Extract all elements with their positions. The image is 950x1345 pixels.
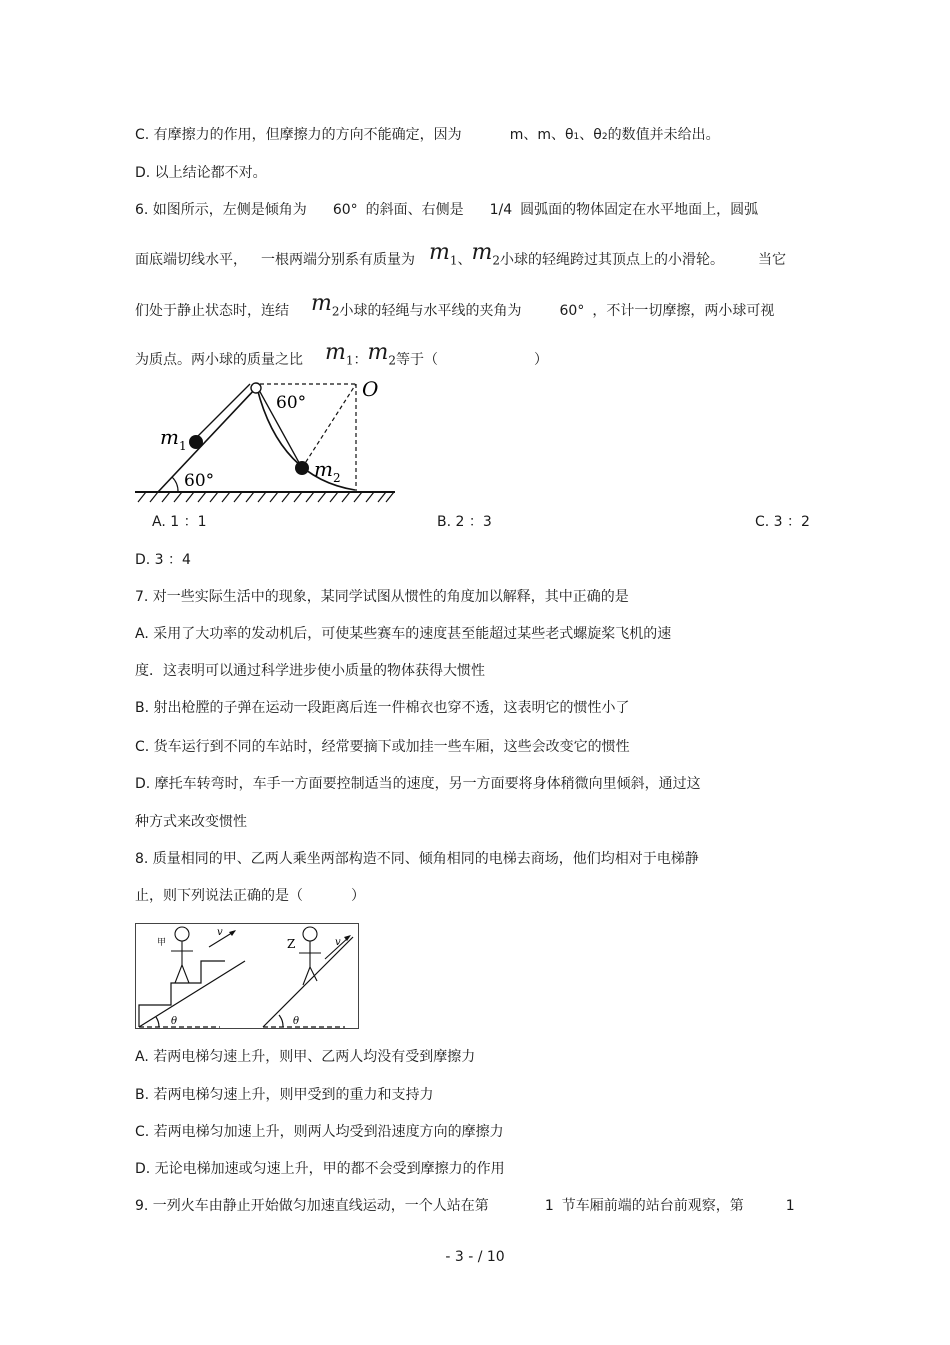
ball-m1	[189, 435, 203, 449]
label-o: O	[362, 378, 379, 401]
label-angle-bottom: 60°	[184, 471, 215, 491]
q8-option-c: C. 若两电梯匀加速上升，则两人均受到沿速度方向的摩擦力	[135, 1124, 504, 1140]
q6-stem-line3: 们处于静止状态时，连结 $m_2$小球的轻绳与水平线的夹角为 60° ，不计一切摩擦，两小球可视	[135, 291, 775, 319]
page-number: - 3 - / 10	[445, 1249, 505, 1265]
q9-stem: 9. 一列火车由静止开始做匀加速直线运动，一个人站在第 1 节车厢前端的站台前观察，第 1	[135, 1198, 795, 1214]
q6-stem-line2: 面底端切线水平， 一根两端分别系有质量为 $m_1$、$m_2$小球的轻绳跨过其顶点上的小滑轮。 当它	[135, 240, 787, 268]
q6-option-a: A. 1 ：1	[152, 514, 207, 530]
q5-option-c: C. 有摩擦力的作用，但摩擦力的方向不能确定，因为 m、m、θ1、θ2的数值并未给出。	[135, 127, 720, 143]
figure-frame	[136, 924, 359, 1029]
q8-stem-line1: 8. 质量相同的甲、乙两人乘坐两部构造不同、倾角相同的电梯去商场，他们均相对于电梯静	[135, 851, 699, 867]
fig8-label-jia: 甲	[157, 938, 167, 948]
q7-option-d-line1: D. 摩托车转弯时，车手一方面要控制适当的速度，另一方面要将身体稍微向里倾斜，通过这	[135, 776, 701, 792]
q8-option-d: D. 无论电梯加速或匀速上升，甲的都不会受到摩擦力的作用	[135, 1161, 505, 1177]
q6-figure	[130, 378, 400, 506]
math-m1: $m_1$	[325, 340, 354, 368]
fig8-label-yi: Z	[287, 937, 296, 951]
q8-option-a: A. 若两电梯匀速上升，则甲、乙两人均没有受到摩擦力	[135, 1049, 476, 1065]
fig8-angle-left: θ	[171, 1016, 178, 1027]
q7-option-b: B. 射出枪膛的子弹在运动一段距离后连一件棉衣也穿不透，这表明它的惯性小了	[135, 700, 630, 716]
q6-stem-line4: 为质点。两小球的质量之比 $m_1$：$m_2$等于（ ）	[135, 340, 549, 368]
q7-option-c: C. 货车运行到不同的车站时，经常要摘下或加挂一些车厢，这些会改变它的惯性	[135, 739, 630, 755]
q7-stem: 7. 对一些实际生活中的现象，某同学试图从惯性的角度加以解释，其中正确的是	[135, 589, 629, 605]
q8-stem-line2: 止，则下列说法正确的是（ ）	[135, 888, 365, 904]
q7-option-a-line2: 度．这表明可以通过科学进步使小质量的物体获得大惯性	[135, 663, 485, 679]
q6-option-b: B. 2 ：3	[437, 514, 492, 530]
angle-arc-bottom	[172, 477, 178, 492]
ball-m2	[295, 461, 309, 475]
label-m2: $m_2$	[314, 457, 341, 485]
ground-hatching	[138, 492, 394, 502]
rope-m1	[194, 384, 250, 440]
q6-option-d: D. 3 ：4	[135, 552, 191, 568]
dashed-radius	[302, 384, 356, 468]
math-m2: $m_2$	[471, 240, 501, 268]
q5-option-d: D. 以上结论都不对。	[135, 165, 267, 181]
q8-figure	[135, 923, 359, 1029]
math-m2: $m_2$	[367, 340, 397, 368]
fig8-v-left: v	[217, 927, 223, 938]
fig8-angle-right: θ	[293, 1016, 300, 1027]
pulley	[251, 383, 261, 393]
label-m1: $m_1$	[160, 425, 187, 453]
fig8-v-right: v	[335, 937, 341, 948]
label-angle-top: 60°	[276, 393, 307, 413]
q6-stem-line1: 6. 如图所示，左侧是倾角为 60° 的斜面、右侧是 1/4 圆弧面的物体固定在水平地面上，圆弧	[135, 202, 759, 218]
q8-option-b: B. 若两电梯匀速上升，则甲受到的重力和支持力	[135, 1087, 434, 1103]
q7-option-a-line1: A. 采用了大功率的发动机后，可使某些赛车的速度甚至能超过某些老式螺旋桨飞机的速	[135, 626, 672, 642]
math-m1: $m_1$	[429, 240, 458, 268]
math-m2: $m_2$	[311, 291, 340, 319]
q7-option-d-line2: 种方式来改变惯性	[135, 814, 247, 830]
q6-option-c: C. 3 ：2	[755, 514, 810, 530]
